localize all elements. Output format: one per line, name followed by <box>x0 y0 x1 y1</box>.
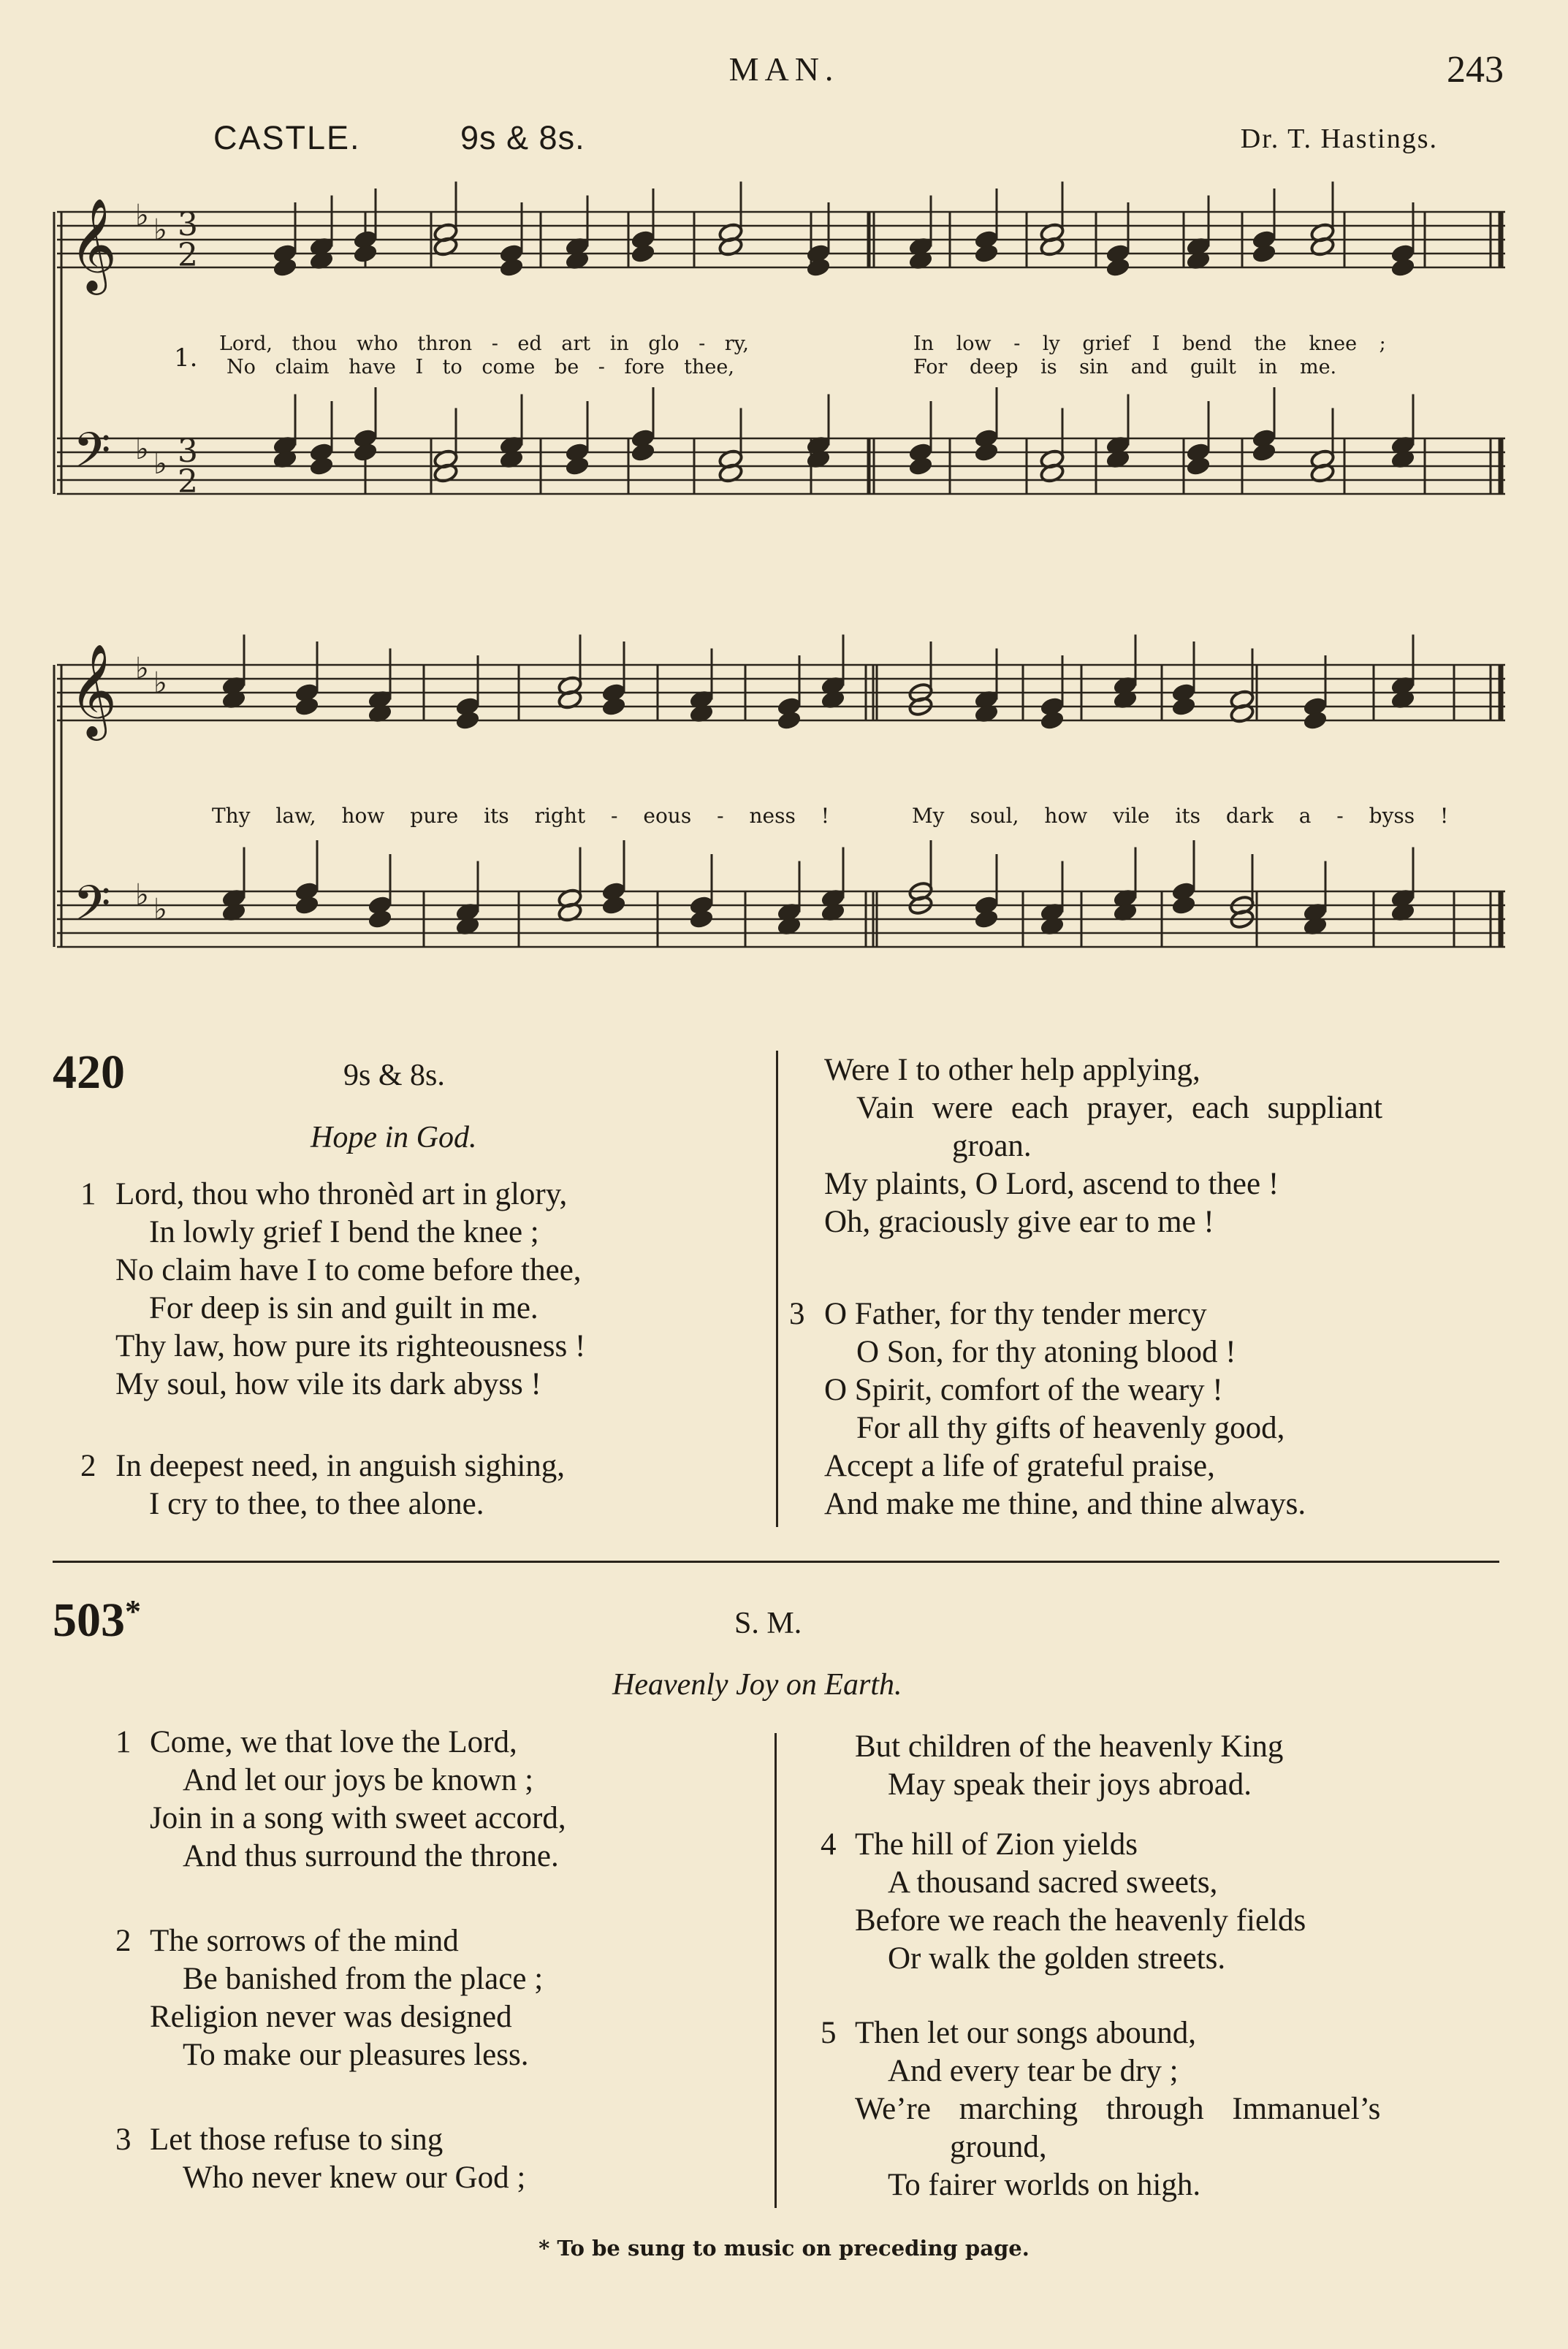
svg-text:♭: ♭ <box>135 652 149 685</box>
hymn-420-v2-line6: My plaints, O Lord, ascend to thee ! <box>824 1167 1279 1201</box>
hymn-420-meter: 9s & 8s. <box>343 1059 445 1092</box>
hymn-420-v2-line7: Oh, graciously give ear to me ! <box>824 1205 1214 1239</box>
hymn-420-v1-line5: Thy law, how pure its righteousness ! <box>115 1329 586 1363</box>
svg-text:♭: ♭ <box>153 666 167 700</box>
score-lyric-line1-left: Lord, thou who thron - ed art in glo - ry, <box>219 332 749 355</box>
svg-text:♭: ♭ <box>153 893 167 926</box>
hymn-503-v1-line1: Come, we that love the Lord, <box>150 1725 517 1759</box>
page-number: 243 <box>1447 49 1504 91</box>
hymn-503-v5-line5: To fairer worlds on high. <box>888 2168 1201 2202</box>
hymn-420-subtitle: Hope in God. <box>311 1121 477 1154</box>
svg-text:𝄞: 𝄞 <box>69 643 118 736</box>
hymn-503-v4-line3: Before we reach the heavenly fields <box>855 1903 1306 1938</box>
svg-text:3: 3 <box>178 206 198 243</box>
svg-text:♭: ♭ <box>135 199 149 232</box>
hymn-503-v2-line2: Be banished from the place ; <box>183 1962 544 1996</box>
svg-text:♭: ♭ <box>135 878 149 912</box>
hymn-503-v1-line3: Join in a song with sweet accord, <box>150 1801 566 1835</box>
svg-text:♭: ♭ <box>153 213 167 247</box>
hymn-420-v3-line1: O Father, for thy tender mercy <box>824 1297 1207 1331</box>
svg-text:2: 2 <box>178 463 198 500</box>
hymn-503-verse-2-number: 2 <box>115 1924 132 1958</box>
hymn-503-v5-line1: Then let our songs abound, <box>855 2016 1196 2050</box>
hymn-420-v2-line3: Were I to other help applying, <box>824 1053 1200 1087</box>
hymn-503-verse-5-number: 5 <box>821 2016 837 2050</box>
hymn-503-v5-line3: We’re marching through Immanuel’s <box>855 2092 1381 2126</box>
hymn-503-v3-line2: Who never knew our God ; <box>183 2160 526 2195</box>
hymn-503-v3-line3: But children of the heavenly King <box>855 1729 1284 1764</box>
hymn-420-verse-2-number: 2 <box>80 1449 96 1483</box>
hymn-420-v3-line3: O Spirit, comfort of the weary ! <box>824 1373 1223 1407</box>
hymn-420-v2-line1: In deepest need, in anguish sighing, <box>115 1449 566 1483</box>
hymn-420-v1-line6: My soul, how vile its dark abyss ! <box>115 1367 541 1401</box>
hymn-420-verse-3-number: 3 <box>789 1297 805 1331</box>
svg-text:3: 3 <box>178 433 198 470</box>
score-verse-number: 1. <box>174 343 198 373</box>
running-header: MAN. <box>728 50 840 88</box>
tune-name: CASTLE. <box>213 119 361 156</box>
hymn-503-number: 503* <box>53 1594 141 1647</box>
hymn-503-subtitle: Heavenly Joy on Earth. <box>612 1668 902 1702</box>
score-lyric-line2-left: No claim have I to come be - fore thee, <box>227 356 734 378</box>
music-score <box>0 0 1568 1023</box>
hymn-420-v3-line5: Accept a life of grateful praise, <box>824 1449 1215 1483</box>
hymn-503-asterisk: * <box>125 1594 141 1629</box>
score-lyric-line4: My soul, how vile its dark a - byss ! <box>912 804 1449 828</box>
hymn-420-verse-1-number: 1 <box>80 1177 96 1211</box>
hymn-503-v2-line3: Religion never was designed <box>150 2000 512 2034</box>
hymn-420-v3-line2: O Son, for thy atoning blood ! <box>856 1335 1236 1369</box>
hymn-503-verse-3-number: 3 <box>115 2123 132 2157</box>
hymn-420-v1-line4: For deep is sin and guilt in me. <box>149 1291 538 1325</box>
hymn-503-v1-line2: And let our joys be known ; <box>183 1763 534 1797</box>
hymn-503-v2-line1: The sorrows of the mind <box>150 1924 459 1958</box>
svg-text:𝄢: 𝄢 <box>73 875 111 943</box>
hymn-503-v4-line1: The hill of Zion yields <box>855 1827 1138 1862</box>
hymn-420-v2-line5: groan. <box>952 1129 1032 1163</box>
hymn-420-v3-line4: For all thy gifts of heavenly good, <box>856 1411 1285 1445</box>
column-divider-503 <box>775 1733 777 2208</box>
svg-text:𝄢: 𝄢 <box>73 422 111 490</box>
column-divider-420 <box>776 1051 778 1527</box>
svg-text:2: 2 <box>178 237 198 274</box>
footnote: * To be sung to music on preceding page. <box>538 2236 1030 2261</box>
hymn-420-v1-line1: Lord, thou who thronèd art in glory, <box>115 1177 568 1211</box>
hymn-420-v2-line2: I cry to thee, to thee alone. <box>149 1487 484 1521</box>
tune-meter: 9s & 8s. <box>460 119 585 156</box>
score-lyric-line2-right: For deep is sin and guilt in me. <box>913 356 1337 378</box>
score-lyric-line1-right: In low - ly grief I bend the knee ; <box>913 332 1386 355</box>
hymn-503-v3-line4: May speak their joys abroad. <box>888 1767 1252 1802</box>
hymn-420-v1-line2: In lowly grief I bend the knee ; <box>149 1215 539 1249</box>
score-lyric-line3: Thy law, how pure its right - eous - ness ! <box>212 804 829 828</box>
hymn-503-v5-line4: ground, <box>950 2130 1047 2164</box>
tune-composer: Dr. T. Hastings. <box>1240 123 1438 154</box>
hymn-503-v3-line1: Let those refuse to sing <box>150 2123 444 2157</box>
hymn-503-v2-line4: To make our pleasures less. <box>183 2038 529 2072</box>
svg-text:♭: ♭ <box>135 433 149 466</box>
hymn-503-meter: S. M. <box>734 1607 802 1640</box>
section-divider <box>53 1561 1499 1563</box>
hymn-420-number: 420 <box>53 1046 125 1099</box>
hymn-503-v1-line4: And thus surround the throne. <box>183 1839 559 1873</box>
svg-text:♭: ♭ <box>153 447 167 481</box>
hymn-420-v1-line3: No claim have I to come before thee, <box>115 1253 582 1287</box>
hymn-503-v4-line4: Or walk the golden streets. <box>888 1941 1226 1976</box>
hymn-420-v2-line4: Vain were each prayer, each suppliant <box>856 1091 1383 1125</box>
hymn-420-v3-line6: And make me thine, and thine always. <box>824 1487 1306 1521</box>
hymn-503-verse-4-number: 4 <box>821 1827 837 1862</box>
svg-text:𝄞: 𝄞 <box>69 197 118 291</box>
hymn-503-v5-line2: And every tear be dry ; <box>888 2054 1179 2088</box>
hymn-503-v4-line2: A thousand sacred sweets, <box>888 1865 1218 1900</box>
hymn-503-verse-1-number: 1 <box>115 1725 132 1759</box>
